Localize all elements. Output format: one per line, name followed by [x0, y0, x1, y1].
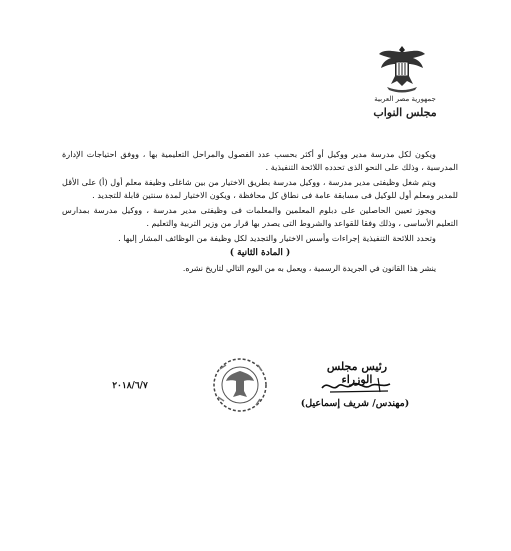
paragraph: ويتم شغل وظيفتى مدير مدرسة ، ووكيل مدرسة بطريق الاختيار من بين شاغلى وظيفة معلم أول (أ) على الأقل للمدير ومعلم أول للوكيل فى مسابقة عامة فى نطاق كل محافظة ، ويكون الاختيار لمدة سنتين قابلة للتجديد .: [62, 177, 458, 200]
paragraph: ويكون لكل مدرسة مدير ووكيل أو أكثر بحسب عدد الفصول والمراحل التعليمية بها ، ووفق احتياجات الإدارة المدرسية ، وذلك على النحو الذى تحدده اللائحة التنفيذية .: [62, 149, 458, 172]
paragraph: وتحدد اللائحة التنفيذية إجراءات وأسس الاختيار والتجديد لكل وظيفة من الوظائف المشار إليها .: [118, 233, 436, 243]
paragraph: ويجوز تعيين الحاصلين على دبلوم المعلمين والمعلمات فى وظيفتى مدير مدرسة ، ووكيل مدرسة بمدارس التعليم الأساسى ، وذلك وفقا للقواعد والشروط التى يصدر بها قرار من وزير التربية والتعليم .: [62, 205, 458, 228]
article-title: ( المادة الثانية ): [229, 248, 291, 258]
signing-date: ٢٠١٨/٦/٧: [112, 381, 148, 391]
country-line: جمهورية مصر العربية: [374, 95, 436, 103]
handwritten-signature-icon: [318, 374, 398, 398]
chamber-name: مجلس النواب: [373, 106, 437, 119]
publication-clause: ينشر هذا القانون في الجريدة الرسمية ، ويعمل به من اليوم التالي لتاريخ نشره.: [182, 264, 436, 273]
document-body: [62, 148, 458, 277]
official-seal-icon: [210, 357, 270, 413]
signatory-name: (مهندس/ شريف إسماعيل): [300, 398, 410, 409]
signatory-role: رئيس مجلس الوزراء: [326, 360, 388, 386]
eagle-emblem-icon: [377, 40, 427, 96]
